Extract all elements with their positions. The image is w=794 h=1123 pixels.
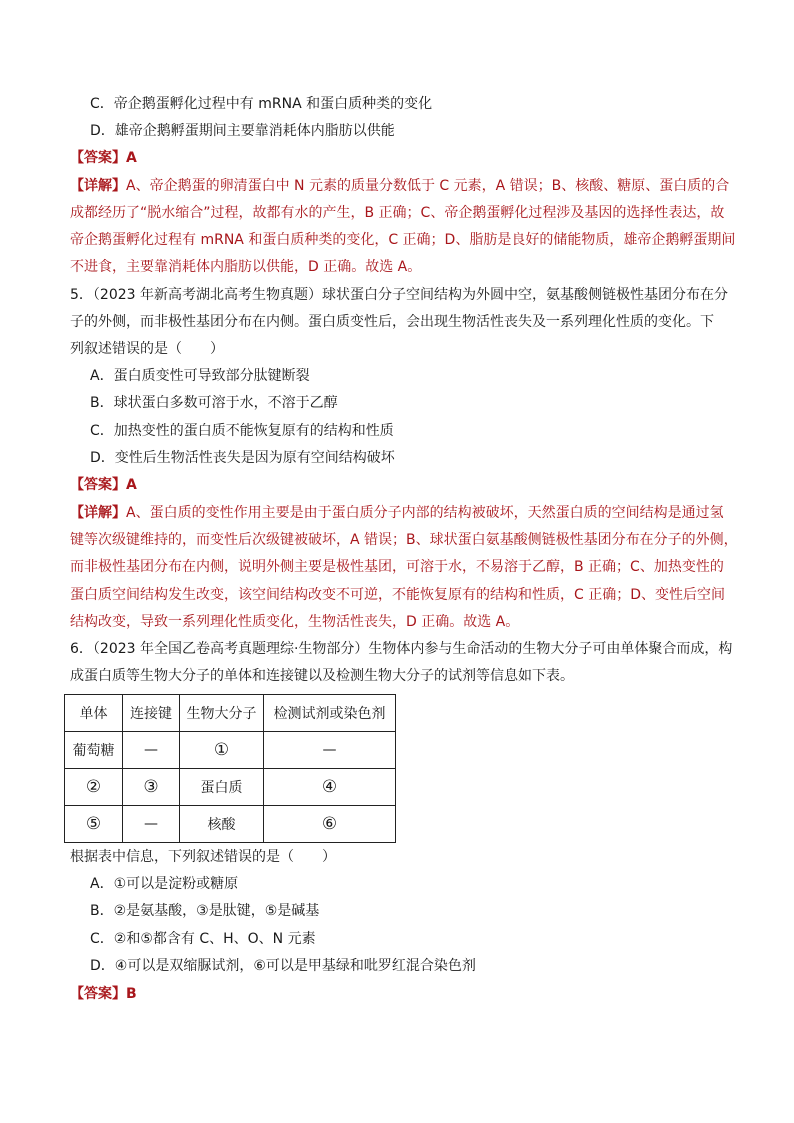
q6-stem-line: 成蛋白质等生物大分子的单体和连接键以及检测生物大分子的试剂等信息如下表。 (70, 668, 574, 684)
table-cell: ④ (264, 769, 396, 806)
table-cell: ⑤ (65, 806, 123, 843)
table-cell: — (123, 732, 180, 769)
table-row (65, 806, 396, 843)
q6-answer (70, 984, 137, 1004)
table-header-row (65, 695, 396, 732)
q4-option-d: D．雄帝企鹅孵蛋期间主要靠消耗体内脂肪以供能 (90, 123, 395, 139)
q6-option-c: C．②和⑤都含有 C、H、O、N 元素 (90, 931, 316, 947)
table-cell: 核酸 (180, 806, 264, 843)
q6-stem-line: 6．（2023 年全国乙卷高考真题理综·生物部分）生物体内参与生命活动的生物大分子可由单体聚合而成，构 (70, 641, 733, 657)
q5-option-a: A．蛋白质变性可导致部分肽键断裂 (90, 368, 310, 384)
q5-option-d: D．变性后生物活性丧失是因为原有空间结构破坏 (90, 450, 395, 466)
q4-detail-line: 不进食，主要靠消耗体内脂肪以供能，D 正确。故选 A。 (70, 259, 422, 275)
q5-detail-line: 键等次级键维持的，而变性后次级键被破坏，A 错误；B、球状蛋白氨基酸侧链极性基团分布在分子的外侧， (70, 532, 738, 548)
q6-after-table: 根据表中信息，下列叙述错误的是（ ） (70, 849, 336, 865)
answer-value: A (126, 477, 137, 493)
q5-stem-line: 5．（2023 年新高考湖北高考生物真题）球状蛋白分子空间结构为外圆中空，氨基酸侧链极性基团分布在分 (70, 287, 728, 303)
detail-text: A、帝企鹅蛋的卵清蛋白中 N 元素的质量分数低于 C 元素，A 错误；B、核酸、糖原、蛋白质的合 (126, 178, 730, 194)
table-cell: ⑥ (264, 806, 396, 843)
table-header-cell: 连接键 (123, 695, 180, 732)
table-row (65, 769, 396, 806)
q4-detail-line: 帝企鹅蛋孵化过程有 mRNA 和蛋白质种类的变化，C 正确；D、脂肪是良好的储能物质，雄帝企鹅孵蛋期间 (70, 232, 736, 248)
table-cell: — (264, 732, 396, 769)
answer-label: 【答案】 (70, 150, 126, 166)
table-header-cell: 单体 (65, 695, 123, 732)
q4-detail-line: 成都经历了“脱水缩合”过程，故都有水的产生，B 正确；C、帝企鹅蛋孵化过程涉及基因的选择性表达，故 (70, 205, 725, 221)
table-cell: 葡萄糖 (65, 732, 123, 769)
q5-detail-line: 蛋白质空间结构发生改变，该空间结构改变不可逆，不能恢复原有的结构和性质，C 正确；D、变性后空间 (70, 587, 726, 603)
q5-detail-line: 而非极性基团分布在内侧，说明外侧主要是极性基团，可溶于水，不易溶于乙醇，B 正确；C、加热变性的 (70, 559, 724, 575)
q5-option-c: C．加热变性的蛋白质不能恢复原有的结构和性质 (90, 423, 394, 439)
table-cell: 蛋白质 (180, 769, 264, 806)
q5-option-b: B．球状蛋白多数可溶于水，不溶于乙醇 (90, 395, 338, 411)
q6-option-a: A．①可以是淀粉或糖原 (90, 876, 239, 892)
table-cell: ③ (123, 769, 180, 806)
table-cell: ② (65, 769, 123, 806)
answer-value: B (126, 986, 137, 1002)
answer-label: 【答案】 (70, 986, 126, 1002)
q4-answer (70, 148, 137, 168)
biomolecule-table (64, 694, 396, 843)
answer-value: A (126, 150, 137, 166)
q5-stem-line: 子的外侧，而非极性基团分布在内侧。蛋白质变性后，会出现生物活性丧失及一系列理化性质的变化。下 (70, 314, 714, 330)
q6-option-b: B．②是氨基酸，③是肽键，⑤是碱基 (90, 903, 320, 919)
q4-detail-line (70, 176, 729, 196)
table-cell: ① (180, 732, 264, 769)
q5-detail-line: 结构改变，导致一系列理化性质变化，生物活性丧失，D 正确。故选 A。 (70, 614, 520, 630)
table-row (65, 732, 396, 769)
answer-label: 【答案】 (70, 477, 126, 493)
detail-label: 【详解】 (70, 178, 126, 194)
q4-option-c: C．帝企鹅蛋孵化过程中有 mRNA 和蛋白质种类的变化 (90, 96, 433, 112)
detail-label: 【详解】 (70, 505, 126, 521)
q5-answer (70, 475, 137, 495)
table-header-cell: 生物大分子 (180, 695, 264, 732)
table-cell: — (123, 806, 180, 843)
q5-stem-line: 列叙述错误的是（ ） (70, 341, 224, 357)
detail-text: A、蛋白质的变性作用主要是由于蛋白质分子内部的结构被破坏，天然蛋白质的空间结构是通过氢 (126, 505, 724, 521)
q5-detail-line (70, 503, 724, 523)
q6-option-d: D．④可以是双缩脲试剂，⑥可以是甲基绿和吡罗红混合染色剂 (90, 958, 476, 974)
table-header-cell: 检测试剂或染色剂 (264, 695, 396, 732)
